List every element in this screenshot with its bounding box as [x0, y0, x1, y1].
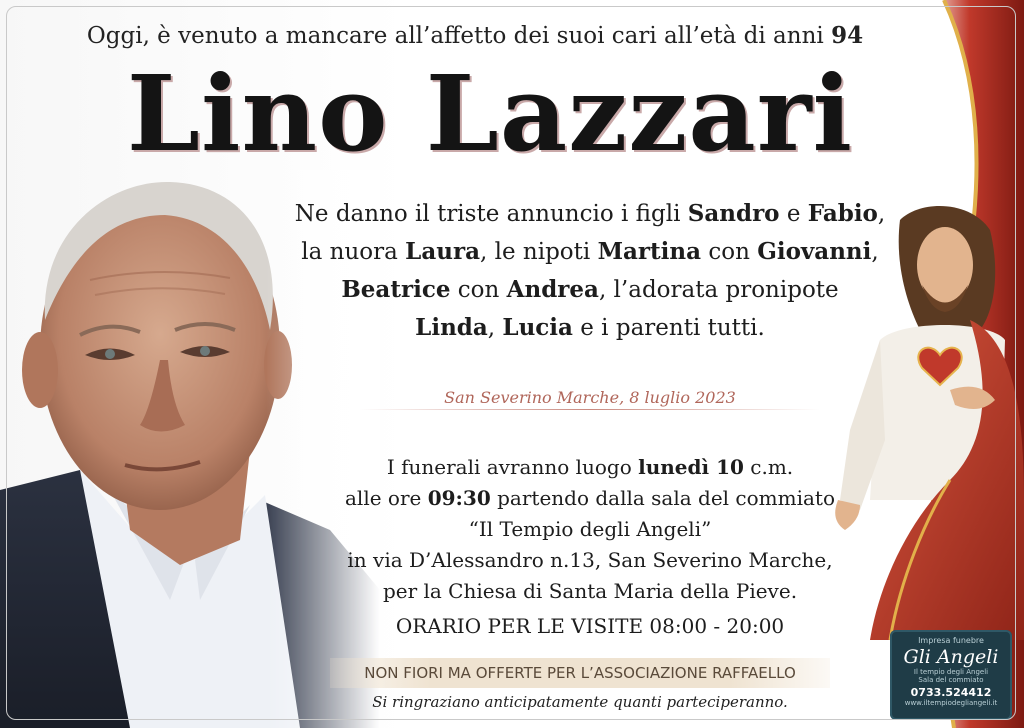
funeral-segment: lunedì 10 — [638, 455, 744, 479]
announcement-segment: Linda — [415, 314, 488, 341]
announcement-segment: Andrea — [506, 276, 599, 303]
logo-site: www.iltempiodegliangeli.it — [904, 699, 998, 707]
funeral-segment: per la Chiesa di Santa Maria della Pieve. — [382, 579, 798, 603]
age-value: 94 — [831, 22, 864, 49]
donation-text: NON FIORI MA OFFERTE PER L’ASSOCIAZIONE RAFFAELLO — [364, 664, 796, 682]
announcement-segment: , le nipoti — [480, 239, 598, 265]
announcement-segment: Fabio — [807, 200, 878, 227]
announcement-segment: , — [877, 201, 886, 227]
place-date: San Severino Marche, 8 luglio 2023 — [444, 388, 736, 407]
logo-line1: Il tempio degli Angeli — [913, 668, 989, 676]
announcement-segment: e — [779, 201, 808, 227]
announcement-segment: Laura — [405, 238, 480, 265]
announcement-segment: la nuora — [301, 239, 406, 265]
announcement-line — [250, 195, 930, 233]
funeral-segment: partendo dalla sala del commiato — [490, 486, 835, 510]
family-announcement — [250, 195, 930, 347]
visiting-hours: ORARIO PER LE VISITE 08:00 - 20:00 — [395, 614, 785, 638]
funeral-line — [290, 576, 890, 607]
funeral-details — [290, 452, 890, 607]
announcement-line — [250, 271, 930, 309]
donation-banner — [330, 658, 830, 688]
announcement-segment: e i parenti tutti. — [572, 315, 765, 341]
funeral-line — [290, 483, 890, 514]
thanks-line: Si ringraziano anticipatamente quanti parteciperanno. — [372, 693, 788, 711]
intro-text: Oggi, è venuto a mancare all’affetto dei suoi cari all’età di anni — [86, 23, 832, 49]
funeral-segment: “Il Tempio degli Angeli” — [468, 517, 712, 541]
announcement-segment: , l’adorata pronipote — [598, 277, 839, 303]
divider-line — [360, 409, 820, 410]
announcement-segment: con — [701, 239, 758, 265]
announcement-segment: Giovanni — [757, 238, 872, 265]
funeral-segment: in via D’Alessandro n.13, San Severino Marche, — [347, 548, 833, 572]
funeral-line — [290, 452, 890, 483]
announcement-segment: , — [871, 239, 879, 265]
intro-line — [0, 22, 950, 49]
funeral-segment: 09:30 — [427, 486, 491, 510]
announcement-segment: Ne danno il triste annuncio i figli — [294, 201, 688, 227]
deceased-name: Lino Lazzari — [126, 52, 854, 175]
announcement-segment: , — [487, 315, 503, 341]
announcement-segment: Martina — [597, 238, 702, 265]
announcement-segment: Sandro — [687, 200, 780, 227]
funeral-segment: c.m. — [743, 455, 794, 479]
logo-top: Impresa funebre — [918, 636, 984, 645]
funeral-line — [290, 514, 890, 545]
logo-phone: 0733.524412 — [910, 686, 992, 699]
announcement-segment: con — [450, 277, 507, 303]
funeral-segment: I funerali avranno luogo — [386, 455, 639, 479]
funeral-segment: alle ore — [345, 486, 428, 510]
funeral-home-logo — [890, 630, 1012, 720]
logo-brand: Gli Angeli — [903, 646, 999, 668]
announcement-segment: Lucia — [502, 314, 573, 341]
funeral-line — [290, 545, 890, 576]
logo-line2: Sala del commiato — [918, 676, 984, 684]
announcement-line — [250, 233, 930, 271]
announcement-segment: Beatrice — [341, 276, 451, 303]
announcement-line — [250, 309, 930, 347]
